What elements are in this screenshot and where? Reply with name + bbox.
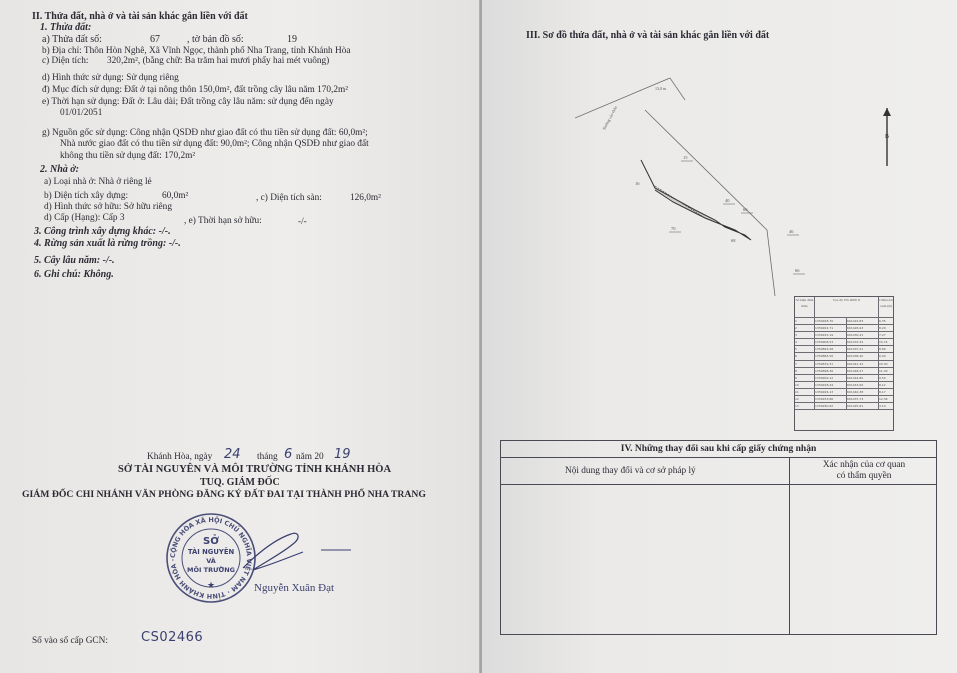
svg-text:B: B	[884, 134, 890, 140]
coordinate-cell: 601430,41	[847, 332, 879, 338]
section-2-title: II. Thửa đất, nhà ở và tài sản khác gắn liền với đất	[32, 11, 248, 22]
coordinate-cell: 4	[795, 339, 815, 345]
coordinate-cell: 1	[795, 318, 815, 324]
coordinate-cell: 1359909,12	[815, 375, 847, 381]
svg-text:66: 66	[795, 268, 800, 273]
coordinate-cell: 8,17	[879, 389, 886, 394]
svg-text:MÔI TRƯỜNG: MÔI TRƯỜNG	[187, 566, 235, 574]
coordinate-row	[795, 361, 893, 368]
changes-col-content: Nội dung thay đổi và cơ sở pháp lý	[565, 466, 696, 476]
coordinate-cell: 12,36	[879, 397, 888, 402]
coordinate-cell: 20,30	[879, 361, 888, 366]
coordinate-row	[795, 396, 893, 403]
coordinate-cell: 8,29	[879, 326, 886, 331]
address-line: b) Địa chỉ: Thôn Hòn Nghê, Xã Vĩnh Ngọc, thành phố Nha Trang, tỉnh Khánh Hòa	[42, 46, 351, 56]
coordinate-cell: 8	[795, 368, 815, 374]
coordinate-cell: 3	[795, 332, 815, 338]
coordinate-table	[794, 296, 894, 431]
changes-table-divider	[789, 458, 790, 635]
svg-text:SỞ: SỞ	[203, 536, 219, 547]
svg-text:Đường vào thôn: Đường vào thôn	[601, 105, 619, 131]
parcel-number-value: 67	[150, 34, 160, 45]
coordinate-row	[795, 346, 893, 353]
house-grade: d) Cấp (Hạng): Cấp 3	[44, 213, 125, 223]
coordinate-cell: 2	[795, 325, 815, 331]
svg-text:70: 70	[671, 226, 676, 231]
parcel-number-label: a) Thửa đất số:	[42, 34, 102, 45]
coordinate-cell: 601441,32	[847, 361, 879, 367]
coordinate-cell: 601424,83	[847, 318, 879, 324]
svg-text:16: 16	[635, 181, 640, 186]
gcn-label: Số vào sổ cấp GCN:	[32, 636, 108, 646]
area-value: 320,2m², (bằng chữ: Ba trăm hai mươi phẩy hai mét vuông)	[107, 56, 330, 66]
coordinate-cell: 1359933,86	[815, 396, 847, 402]
coordinate-row	[795, 368, 893, 375]
coordinate-table-header: Số hiệu đỉnh thửa Tọa độ VN-2000 X Chiều dài cạnh (m)	[795, 297, 893, 318]
coordinate-cell: 15,74	[879, 340, 888, 345]
date-month: 6	[284, 447, 293, 462]
coordinate-cell: 1359908,53	[815, 339, 847, 345]
svg-text:40: 40	[725, 198, 730, 203]
use-form: d) Hình thức sử dụng: Sử dụng riêng	[42, 73, 179, 83]
coordinate-row	[795, 389, 893, 396]
coordinate-row	[795, 375, 893, 382]
svg-text:★: ★	[206, 580, 216, 590]
signature-mark	[225, 528, 355, 583]
coordinate-cell: 1359879,31	[815, 361, 847, 367]
perennial-trees: 5. Cây lâu năm: -/-.	[34, 255, 115, 266]
construction-area-value: 60,0m²	[162, 191, 189, 201]
coordinate-row	[795, 318, 893, 325]
changes-table	[500, 440, 937, 635]
date-day: 24	[224, 447, 241, 462]
coordinate-row	[795, 332, 893, 339]
changes-col-confirm-2: có thẩm quyền	[836, 471, 892, 481]
coordinate-row	[795, 353, 893, 360]
origin-line-1: g) Nguồn gốc sử dụng: Công nhận QSDĐ như giao đất có thu tiền sử dụng đất: 60,0m²;	[42, 128, 368, 138]
coordinate-cell: 7	[795, 361, 815, 367]
floor-area-label: , c) Diện tích sàn:	[256, 193, 322, 203]
coordinate-cell: 601425,81	[847, 403, 879, 409]
coordinate-cell: 1359922,71	[815, 325, 847, 331]
section-3-title: III. Sơ đồ thửa đất, nhà ở và tài sản khác gắn liền với đất	[526, 30, 770, 41]
date-prefix: Khánh Hòa, ngày	[147, 452, 213, 462]
map-sheet-value: 19	[287, 34, 297, 45]
gcn-value: CS02466	[141, 630, 204, 645]
land-heading: 1. Thửa đất:	[40, 22, 92, 33]
changes-table-title-row	[501, 441, 936, 458]
coordinate-cell: 601440,38	[847, 389, 879, 395]
svg-text:VÀ: VÀ	[206, 557, 216, 565]
coordinate-cell: 6,35	[879, 319, 886, 323]
coordinate-cell: 12	[795, 396, 815, 402]
coordinate-cell: 601438,40	[847, 353, 879, 359]
coordinate-cell: 1359928,70	[815, 318, 847, 324]
ownership-term-value: -/-	[298, 217, 307, 227]
coordinate-cell: 1359915,19	[815, 332, 847, 338]
construction-area-label: b) Diện tích xây dựng:	[44, 191, 129, 201]
coordinate-cell: 601437,21	[847, 346, 879, 352]
coordinate-cell: 8,80	[879, 347, 886, 352]
tuq-title: TUQ. GIÁM ĐỐC	[200, 477, 280, 488]
use-term-date: 01/01/2051	[60, 108, 103, 118]
coordinate-cell: 3,10	[879, 404, 886, 409]
use-term: e) Thời hạn sử dụng: Đất ở: Lâu dài; Đất trồng cây lâu năm: sử dụng đến ngày	[42, 97, 334, 107]
coordinate-row	[795, 403, 893, 410]
coordinate-cell: 13	[795, 403, 815, 409]
coordinate-cell: 1359926,13	[815, 389, 847, 395]
coordinate-cell: 1359893,28	[815, 346, 847, 352]
coordinate-cell: 601437,73	[847, 396, 879, 402]
production-forest: 4. Rừng sản xuất là rừng trồng: -/-.	[34, 238, 181, 249]
coordinate-cell: 601426,93	[847, 325, 879, 331]
date-month-label: tháng	[257, 452, 278, 462]
coordinate-cell: 1359930,62	[815, 403, 847, 409]
signer-name: Nguyễn Xuân Đạt	[254, 582, 335, 594]
coordinate-cell: 5	[795, 346, 815, 352]
floor-area-value: 126,0m²	[350, 193, 381, 203]
svg-text:15: 15	[683, 155, 688, 160]
coordinate-cell: 11,30	[879, 368, 888, 373]
coordinate-cell: 7,27	[879, 333, 886, 338]
land-plot-diagram	[575, 70, 840, 300]
coordinate-cell: 10	[795, 382, 815, 388]
director-title: GIÁM ĐỐC CHI NHÁNH VĂN PHÒNG ĐĂNG KÝ ĐẤT ĐAI TẠI THÀNH PHỐ NHA TRANG	[22, 489, 426, 500]
coordinate-row	[795, 382, 893, 389]
origin-line-2: Nhà nước giao đất có thu tiền sử dụng đất: 90,0m²; Công nhận QSDĐ như giao đất	[60, 139, 369, 149]
svg-text:13,0 m: 13,0 m	[655, 86, 667, 91]
changes-col-confirm-1: Xác nhận của cơ quan	[822, 460, 906, 470]
coordinate-cell: 11	[795, 389, 815, 395]
ownership-form: d) Hình thức sở hữu: Sở hữu riêng	[44, 202, 172, 212]
coordinate-cell: 6,00	[879, 354, 886, 359]
svg-text:TÀI NGUYÊN: TÀI NGUYÊN	[187, 548, 235, 556]
coordinate-cell: 601433,32	[847, 339, 879, 345]
coordinate-cell: 6	[795, 353, 815, 359]
map-sheet-label: , tờ bản đồ số:	[187, 34, 244, 45]
changes-table-header-row	[501, 458, 936, 485]
svg-text:68: 68	[731, 238, 736, 243]
coordinate-cell: 8,12	[879, 382, 886, 387]
department-name: SỞ TÀI NGUYÊN VÀ MÔI TRƯỜNG TỈNH KHÁNH HÒA	[118, 464, 392, 475]
date-year: 19	[334, 447, 351, 462]
note: 6. Ghi chú: Không.	[34, 269, 114, 280]
coordinate-cell: 9	[795, 375, 815, 381]
coordinate-cell: 1359918,44	[815, 382, 847, 388]
svg-text:46: 46	[789, 229, 794, 234]
coordinate-cell: 601448,27	[847, 368, 879, 374]
svg-text:CỘNG HÒA XÃ HỘI CHỦ NGHĨA VIỆT: CỘNG HÒA XÃ HỘI CHỦ NGHĨA VIỆT NAM · TỈNH KHÁNH HÒA ·	[168, 515, 254, 601]
date-year-label: năm 20	[296, 452, 324, 462]
coordinate-cell: 1359884,56	[815, 353, 847, 359]
changes-table-title: IV. Những thay đổi sau khi cấp giấy chứng nhận	[620, 444, 817, 454]
other-construction: 3. Công trình xây dựng khác: -/-.	[34, 226, 171, 237]
ownership-term-label: , e) Thời hạn sở hữu:	[184, 216, 262, 226]
area-label: c) Diện tích:	[42, 56, 89, 66]
coordinate-cell: 1359898,36	[815, 368, 847, 374]
use-purpose: đ) Mục đích sử dụng: Đất ở tại nông thôn 150,0m², đất trồng cây lâu năm 170,2m²	[42, 85, 349, 95]
coordinate-cell: 601444,80	[847, 375, 879, 381]
coordinate-row	[795, 325, 893, 332]
coordinate-cell: 601443,00	[847, 382, 879, 388]
svg-text:66: 66	[743, 207, 748, 212]
coordinate-row	[795, 339, 893, 346]
house-type: a) Loại nhà ở: Nhà ở riêng lẻ	[44, 177, 152, 187]
coordinate-cell: 9,50	[879, 375, 886, 380]
house-heading: 2. Nhà ở:	[40, 164, 79, 175]
north-arrow-icon	[880, 108, 894, 168]
origin-line-3: không thu tiền sử dụng đất: 170,2m²	[60, 151, 196, 161]
